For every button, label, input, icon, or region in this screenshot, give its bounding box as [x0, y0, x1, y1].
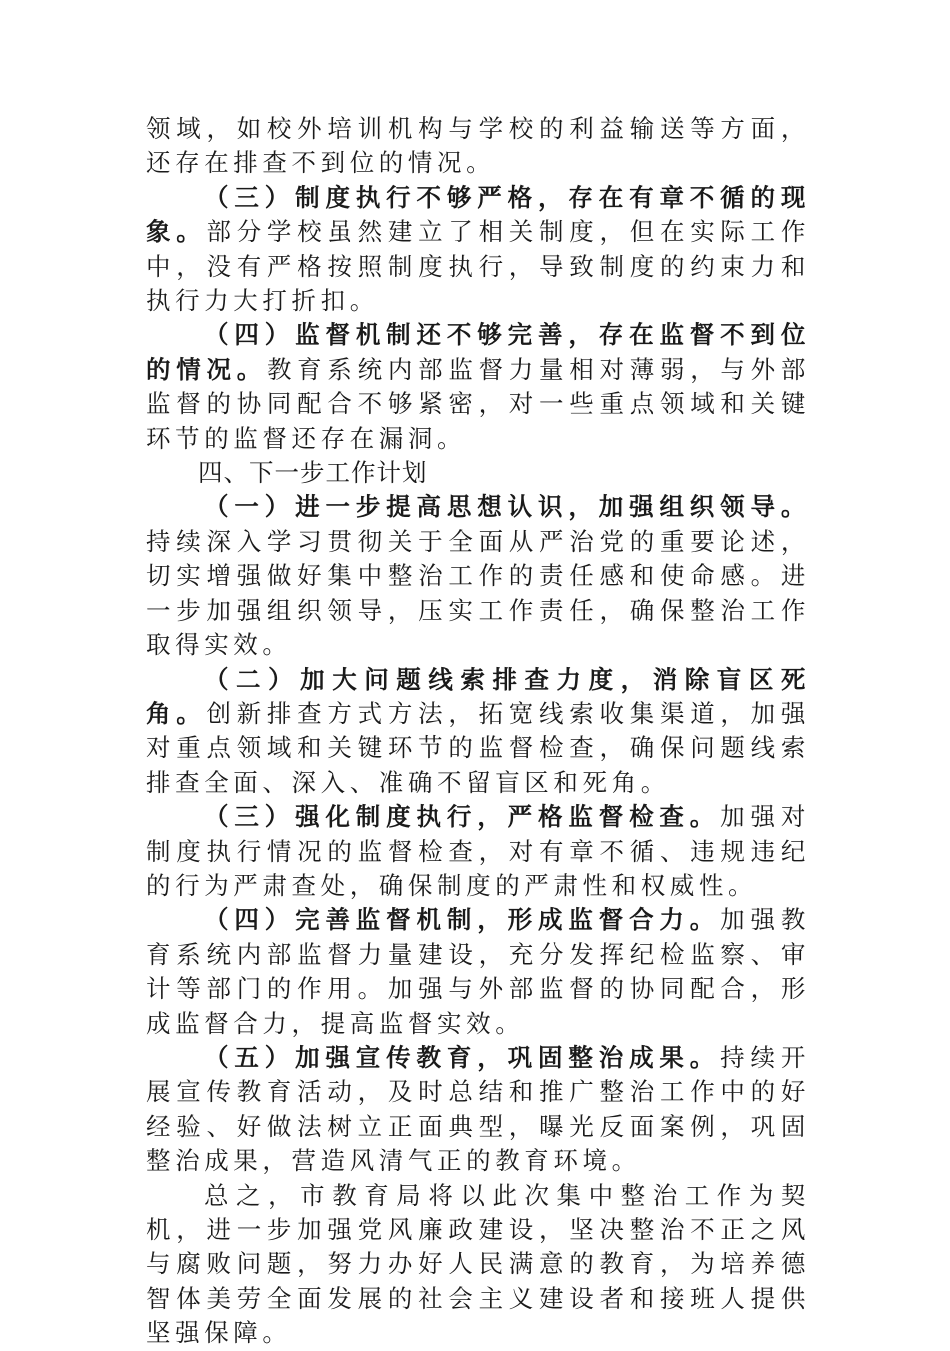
- paragraph-text: 持续开展宣传教育活动，及时总结和推广整治工作中的好经验、好做法树立正面典型，曝光反面案例，巩固整治成果，营造风清气正的教育环境。: [146, 1042, 810, 1176]
- paragraph-lead: （三）强化制度执行，严格监督检查。: [204, 802, 721, 832]
- paragraph-plan-5: [146, 1041, 810, 1179]
- paragraph-lead: （四）监督机制还不够完善，存在监督不到位的情况。: [146, 320, 810, 384]
- paragraph-lead: （三）制度执行不够严格，存在有章不循的现象。: [146, 182, 810, 247]
- paragraph-lead: （五）加强宣传教育，巩固整治成果。: [204, 1042, 721, 1072]
- document-body: [146, 112, 810, 1351]
- paragraph-conclusion: [146, 1179, 810, 1351]
- paragraph-text: 教育系统内部监督力量相对薄弱，与外部监督的协同配合不够紧密，对一些重点领域和关键环节的监督还存在漏洞。: [146, 354, 810, 453]
- paragraph-text: 持续深入学习贯彻关于全面从严治党的重要论述，切实增强做好集中整治工作的责任感和使命感。进一步加强组织领导，压实工作责任，确保整治工作取得实效。: [146, 526, 810, 660]
- paragraph-issue-3: [146, 181, 810, 319]
- paragraph-text: 部分学校虽然建立了相关制度，但在实际工作中，没有严格按照制度执行，导致制度的约束力和执行力大打折扣。: [146, 217, 810, 316]
- paragraph-text: 加强教育系统内部监督力量建设，充分发挥纪检监察、审计等部门的作用。加强与外部监督的协同配合，形成监督合力，提高监督实效。: [146, 905, 810, 1038]
- paragraph-plan-3: [146, 800, 810, 903]
- paragraph-continuation: [146, 112, 810, 181]
- paragraph-issue-4: [146, 318, 810, 456]
- paragraph-lead: （四）完善监督机制，形成监督合力。: [204, 905, 721, 935]
- paragraph-plan-1: [146, 490, 810, 662]
- paragraph-plan-2: [146, 663, 810, 801]
- paragraph-plan-4: [146, 903, 810, 1041]
- section-heading: 四、下一步工作计划: [198, 458, 428, 488]
- paragraph-text: 总之，市教育局将以此次集中整治工作为契机，进一步加强党风廉政建设，坚决整治不正之风与腐败问题，努力办好人民满意的教育，为培养德智体美劳全面发展的社会主义建设者和接班人提供坚强保障。: [146, 1180, 810, 1348]
- paragraph-text: 创新排查方式方法，拓宽线索收集渠道，加强对重点领域和关键环节的监督检查，确保问题线索排查全面、深入、准确不留盲区和死角。: [146, 698, 810, 797]
- paragraph-lead: （一）进一步提高思想认识，加强组织领导。: [204, 492, 810, 522]
- paragraph-text: 领域，如校外培训机构与学校的利益输送等方面，还存在排查不到位的情况。: [146, 114, 810, 178]
- paragraph-text: 加强对制度执行情况的监督检查，对有章不循、违规违纪的行为严肃查处，确保制度的严肃性和权威性。: [146, 802, 810, 900]
- paragraph-lead: （二）加大问题线索排查力度，消除盲区死角。: [146, 664, 810, 728]
